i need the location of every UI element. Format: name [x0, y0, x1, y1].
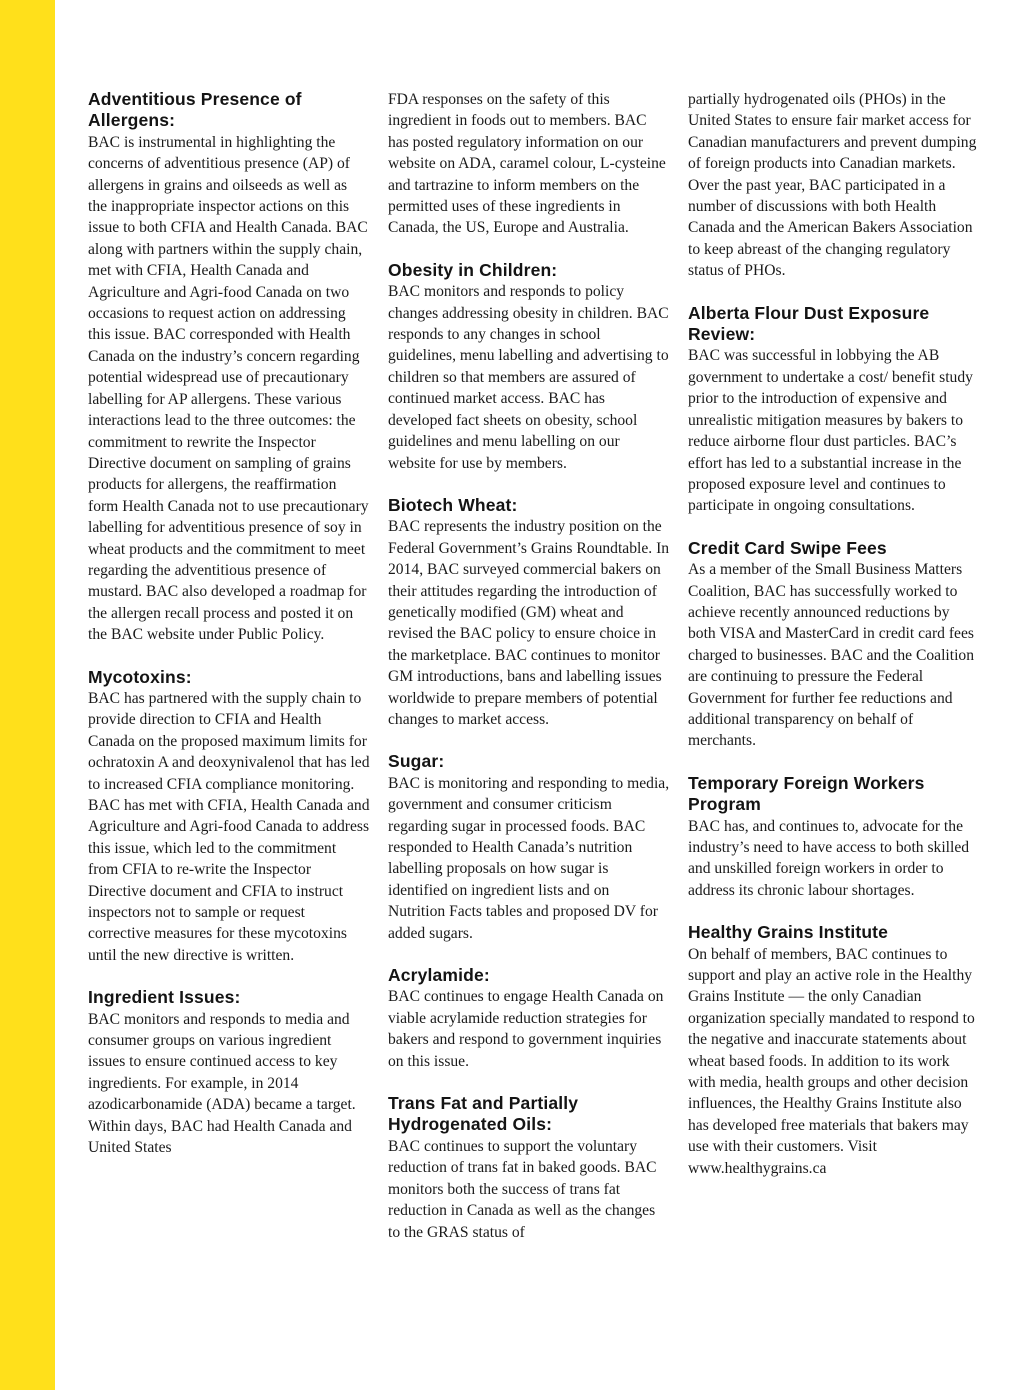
section-temporary-foreign-workers — [688, 773, 978, 901]
section-heading: Trans Fat and Partially Hydrogenated Oils: — [388, 1093, 579, 1135]
section-alberta-flour-dust — [688, 303, 978, 517]
section-healthy-grains — [688, 922, 978, 1179]
section-credit-card-fees — [688, 538, 978, 752]
section-body: FDA responses on the safety of this ingredient in foods out to members. BAC has posted regulatory information on our website on ADA, caramel colour, L-cysteine and tartrazine to inform members on the permitted uses of these ingredients in Canada, the US, Europe and Australia. — [388, 91, 666, 237]
section-biotech-wheat — [388, 495, 670, 730]
section-body: BAC has partnered with the supply chain to provide direction to CFIA and Health Canada on the proposed maximum limits for ochratoxin A and deoxynivalenol that has led to increased CFIA compliance monitoring. BAC has met with CFIA, Health Canada and Agriculture and Agri-food Canada to address this issue, which led to the commitment from CFIA to re-write the Inspector Directive document and CFIA to instruct inspectors not to sample or request corrective measures for these mycotoxins until the new directive is written. — [88, 689, 370, 964]
section-body: On behalf of members, BAC continues to support and play an active role in the Healthy Grains Institute — the only Canadian organization specially mandated to respond to the negative and inaccurate statements about wheat based foods. In addition to its work with media, health groups and other decision influences, the Healthy Grains Institute also has developed free materials that bakers may use with their customers. Visit www.healthygrains.ca — [688, 945, 975, 1177]
section-heading: Biotech Wheat: — [388, 494, 518, 515]
section-heading: Mycotoxins: — [88, 666, 192, 687]
section-heading: Credit Card Swipe Fees — [688, 537, 887, 558]
yellow-accent-stripe — [0, 0, 55, 1390]
section-heading: Adventitious Presence of Allergens: — [88, 89, 302, 131]
section-body: BAC is monitoring and responding to media, government and consumer criticism regarding sugar in processed foods. BAC responded to Health Canada’s nutrition labelling proposals on how sugar is identified on ingredient lists and on Nutrition Facts tables and proposed DV for added sugars. — [388, 774, 670, 942]
section-heading: Sugar: — [388, 751, 445, 772]
column-1 — [88, 89, 370, 1180]
section-body: partially hydrogenated oils (PHOs) in the United States to ensure fair market access for Canadian manufacturers and prevent dumping of foreign products into Canadian markets. Over the past year, BAC participated in a number of discussions with both Health Canada and the American Bakers Association to keep abreast of the changing regulatory status of PHOs. — [688, 91, 977, 280]
section-body: BAC monitors and responds to media and consumer groups on various ingredient issues to ensure continued access to key ingredients. For example, in 2014 azodicarbonamide (ADA) became a target. Within days, BAC had Health Canada and United States — [88, 1010, 356, 1157]
section-heading: Temporary Foreign Workers Program — [688, 772, 925, 815]
section-obesity — [388, 260, 670, 474]
section-allergens — [88, 89, 370, 646]
section-trans-fat-continued — [688, 89, 978, 282]
section-body: BAC was successful in lobbying the AB government to undertake a cost/ benefit study prior to the introduction of expensive and unrealistic mitigation measures by bakers to reduce airborne flour dust particles. BAC’s effort has led to a substantial increase in the proposed exposure level and continues to participate in ongoing consultations. — [688, 347, 973, 515]
section-body: As a member of the Small Business Matters Coalition, BAC has successfully worked to achieve recently announced reductions by both VISA and MasterCard in credit card fees charged to businesses. BAC and the Coalition are continuing to pressure the Federal Government for further fee reductions and additional transparency on behalf of merchants. — [688, 561, 974, 750]
section-body: BAC is instrumental in highlighting the concerns of adventitious presence (AP) of allergens in grains and oilseeds as well as the inappropriate inspector actions on this issue to both CFIA and Health Canada. BAC along with partners within the supply chain, met with CFIA, Health Canada and Agriculture and Agri-food Canada on two occasions to request action on addressing this issue. BAC corresponded with Health Canada on the industry’s concern regarding potential widespread use of precautionary labelling for AP allergens. These various interactions lead to the three outcomes: the commitment to rewrite the Inspector Directive document on sampling of grains products for allergens, the reaffirmation form Health Canada not to use precautionary labelling for adventitious presence of soy in wheat products and the commitment to meet regarding the adventitious presence of mustard. BAC also developed a roadmap for the allergen recall process and posted it on the BAC website under Public Policy. — [88, 133, 369, 644]
section-sugar — [388, 751, 670, 944]
section-heading: Healthy Grains Institute — [688, 922, 889, 943]
section-mycotoxins — [88, 667, 370, 967]
section-ingredient-issues-continued — [388, 89, 670, 239]
section-heading: Acrylamide: — [388, 965, 490, 986]
section-heading: Ingredient Issues: — [88, 987, 241, 1008]
column-2 — [388, 89, 670, 1264]
section-heading: Obesity in Children: — [388, 259, 558, 280]
section-body: BAC continues to support the voluntary reduction of trans fat in baked goods. BAC monitors both the success of trans fat reduction in Canada as well as the changes to the GRAS status of — [388, 1137, 657, 1241]
section-body: BAC monitors and responds to policy changes addressing obesity in children. BAC responds to any changes in school guidelines, menu labelling and advertising to children so that members are assured of continued market access. BAC has developed fact sheets on obesity, school guidelines and menu labelling on our website for use by members. — [388, 283, 669, 472]
column-3 — [688, 89, 978, 1200]
section-body: BAC has, and continues to, advocate for the industry’s need to have access to both skilled and unskilled foreign workers in order to address its chronic labour shortages. — [688, 817, 970, 899]
section-trans-fat — [388, 1093, 670, 1243]
section-heading: Alberta Flour Dust Exposure Review: — [688, 302, 930, 345]
section-body: BAC continues to engage Health Canada on viable acrylamide reduction strategies for bakers and respond to government inquiries on this issue. — [388, 988, 664, 1070]
section-body: BAC represents the industry position on the Federal Government’s Grains Roundtable. In 2014, BAC surveyed commercial bakers on their attitudes regarding the introduction of genetically modified (GM) wheat and revised the BAC policy to ensure choice in the marketplace. BAC continues to monitor GM introductions, bans and labelling issues worldwide to prepare members of potential changes to market access. — [388, 518, 670, 728]
section-ingredient-issues — [88, 987, 370, 1158]
section-acrylamide — [388, 965, 670, 1072]
